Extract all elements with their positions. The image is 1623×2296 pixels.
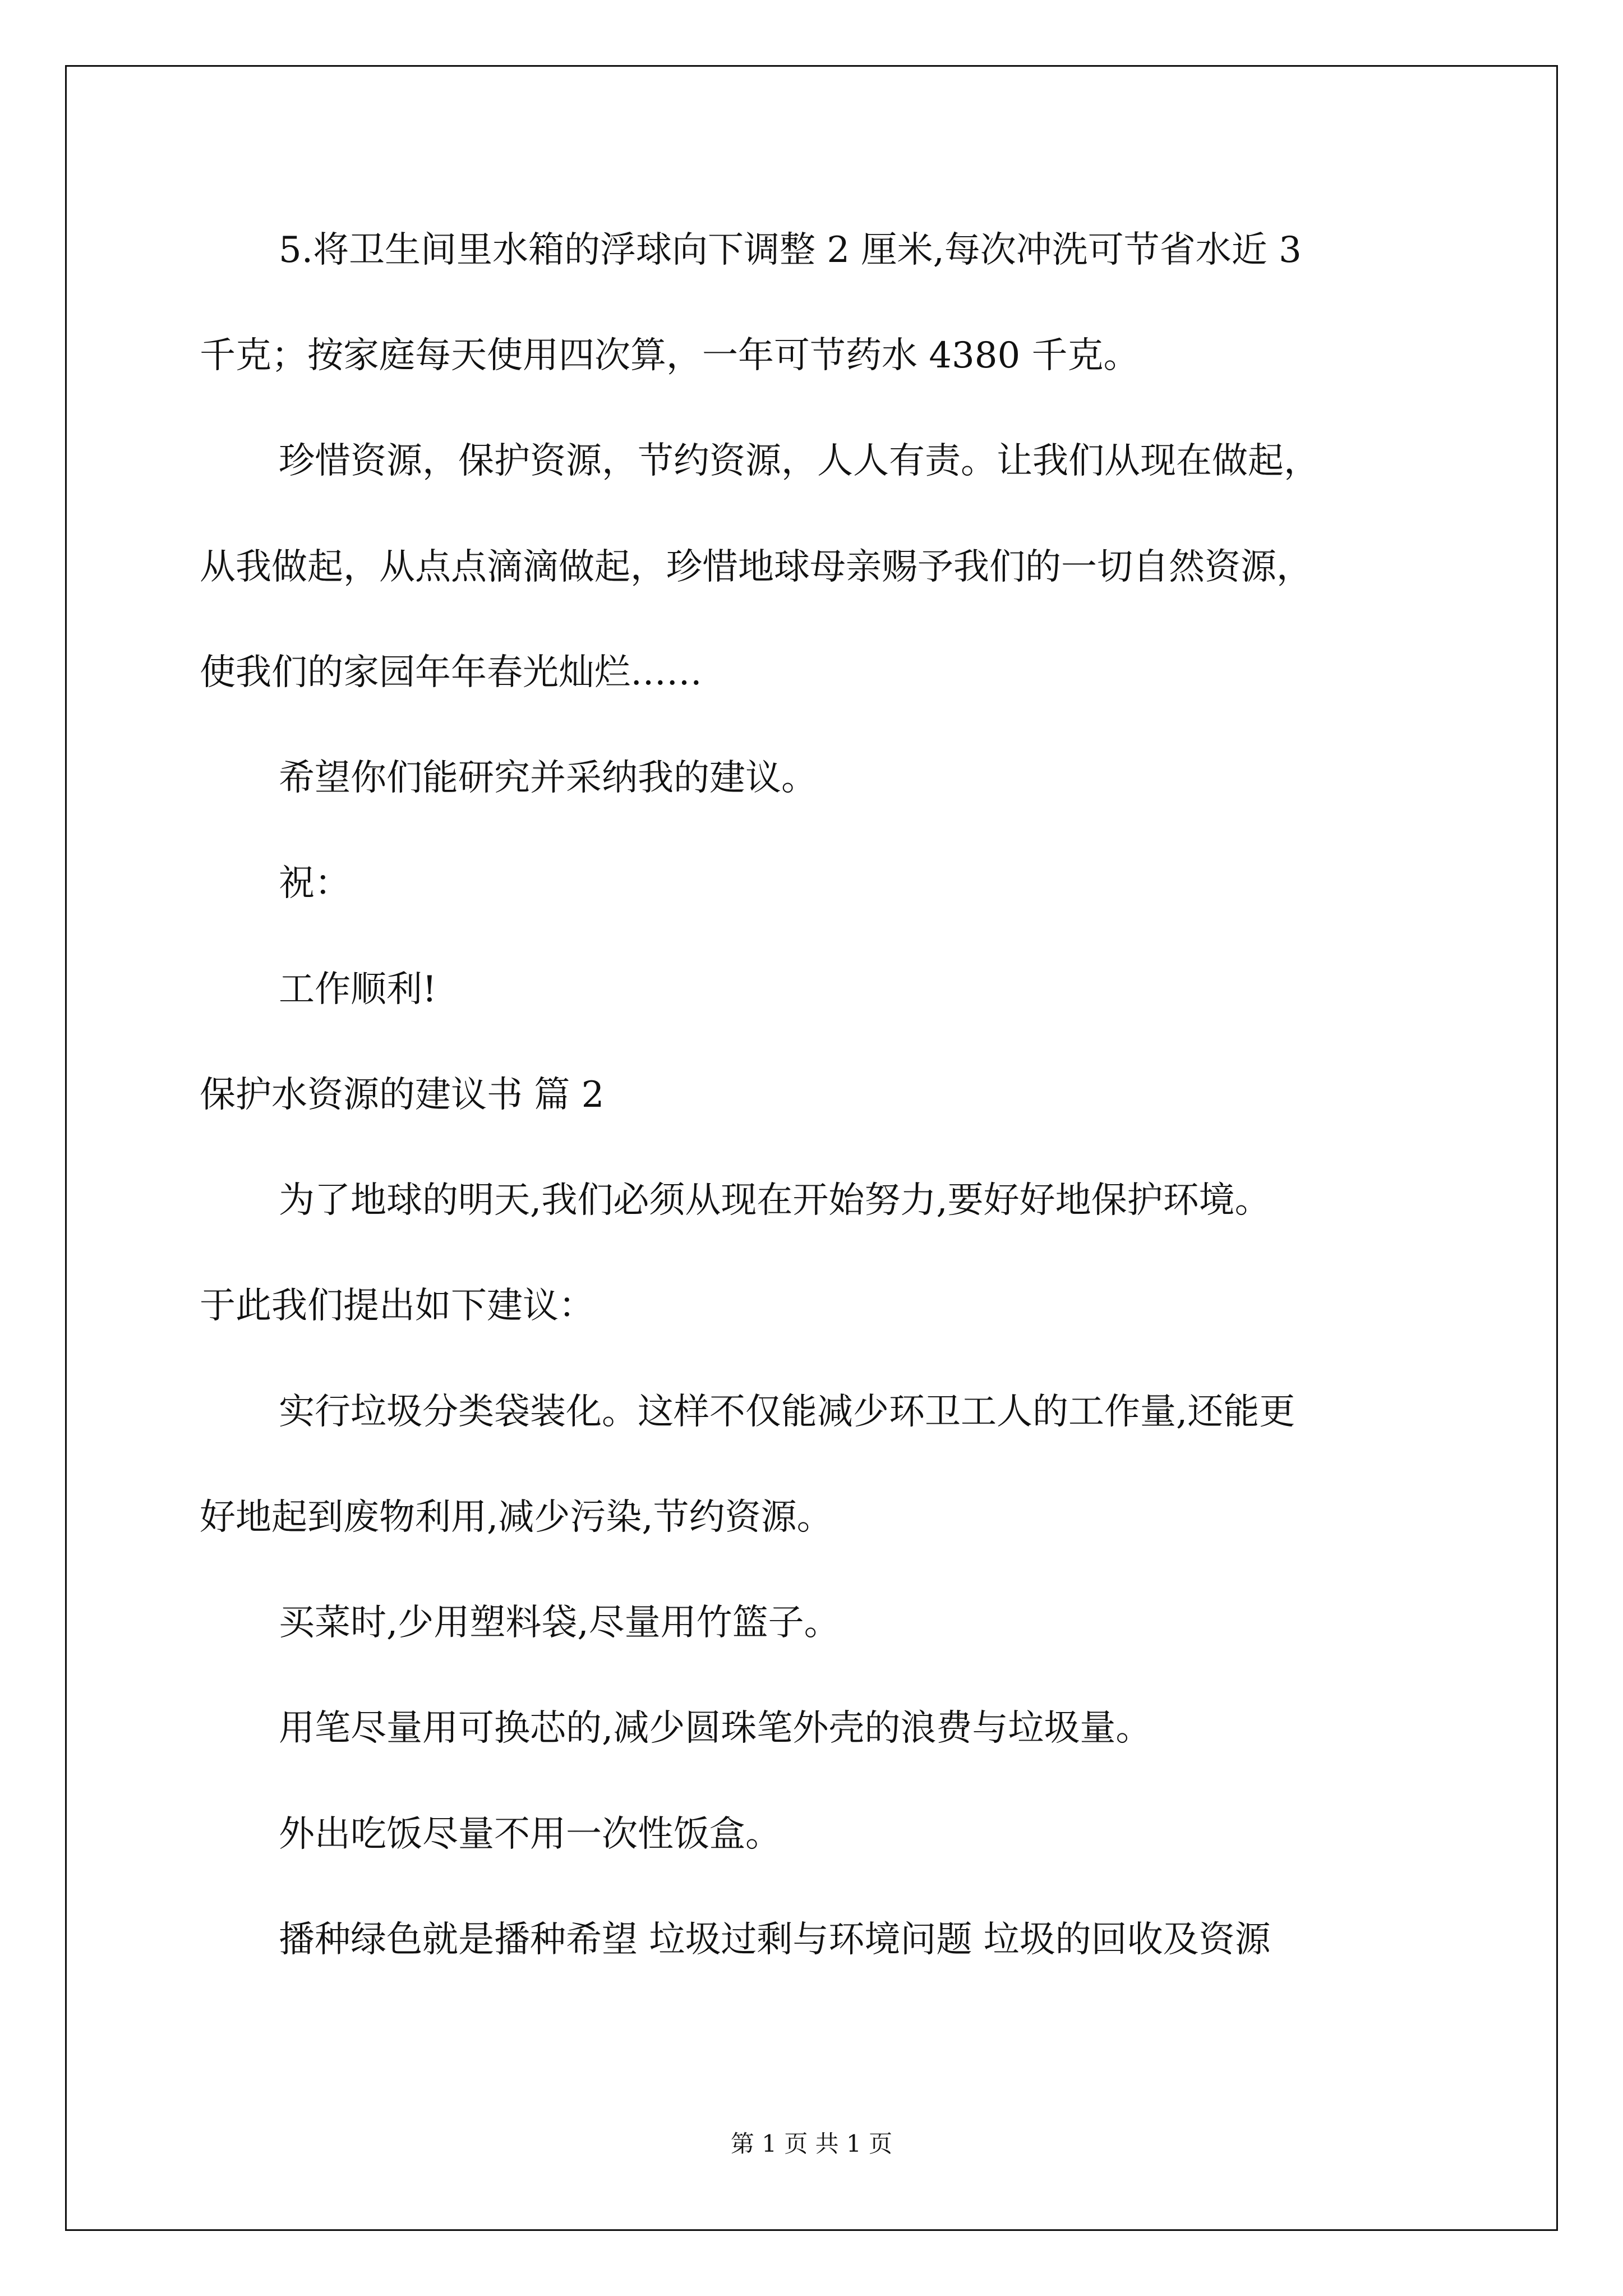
text-line-1: 5.将卫生间里水箱的浮球向下调整 2 厘米,每次冲洗可节省水近 3 [279, 229, 1302, 271]
text-line-16: 外出吃饭尽量不用一次性饭盒。 [279, 1814, 781, 1855]
text-line-2: 千克；按家庭每天使用四次算，一年可节药水 4380 千克。 [200, 335, 1140, 376]
text-line-12: 实行垃圾分类袋装化。这样不仅能减少环卫工人的工作量,还能更 [279, 1391, 1295, 1433]
page-border [65, 65, 1558, 2231]
text-line-8: 工作顺利! [279, 969, 437, 1010]
text-line-4: 从我做起，从点点滴滴做起，珍惜地球母亲赐予我们的一切自然资源， [200, 546, 1312, 588]
text-line-15: 用笔尽量用可换芯的,减少圆珠笔外壳的浪费与垃圾量。 [279, 1708, 1152, 1749]
text-line-10: 为了地球的明天,我们必须从现在开始努力,要好好地保护环境。 [279, 1180, 1271, 1221]
page-footer: 第 1 页 共 1 页 [730, 2130, 893, 2157]
text-line-13: 好地起到废物利用,减少污染,节约资源。 [200, 1497, 833, 1538]
text-line-11: 于此我们提出如下建议： [200, 1285, 594, 1327]
section-heading: 保护水资源的建议书 篇 2 [200, 1074, 605, 1116]
text-line-7: 祝： [279, 863, 351, 904]
text-line-17: 播种绿色就是播种希望 垃圾过剩与环境问题 垃圾的回收及资源 [279, 1919, 1271, 1961]
text-line-3: 珍惜资源，保护资源，节约资源，人人有责。让我们从现在做起， [279, 440, 1320, 482]
text-line-5: 使我们的家园年年春光灿烂…… [200, 652, 702, 693]
text-line-14: 买菜时,少用塑料袋,尽量用竹篮子。 [279, 1602, 840, 1644]
text-line-6: 希望你们能研究并采纳我的建议。 [279, 757, 817, 799]
